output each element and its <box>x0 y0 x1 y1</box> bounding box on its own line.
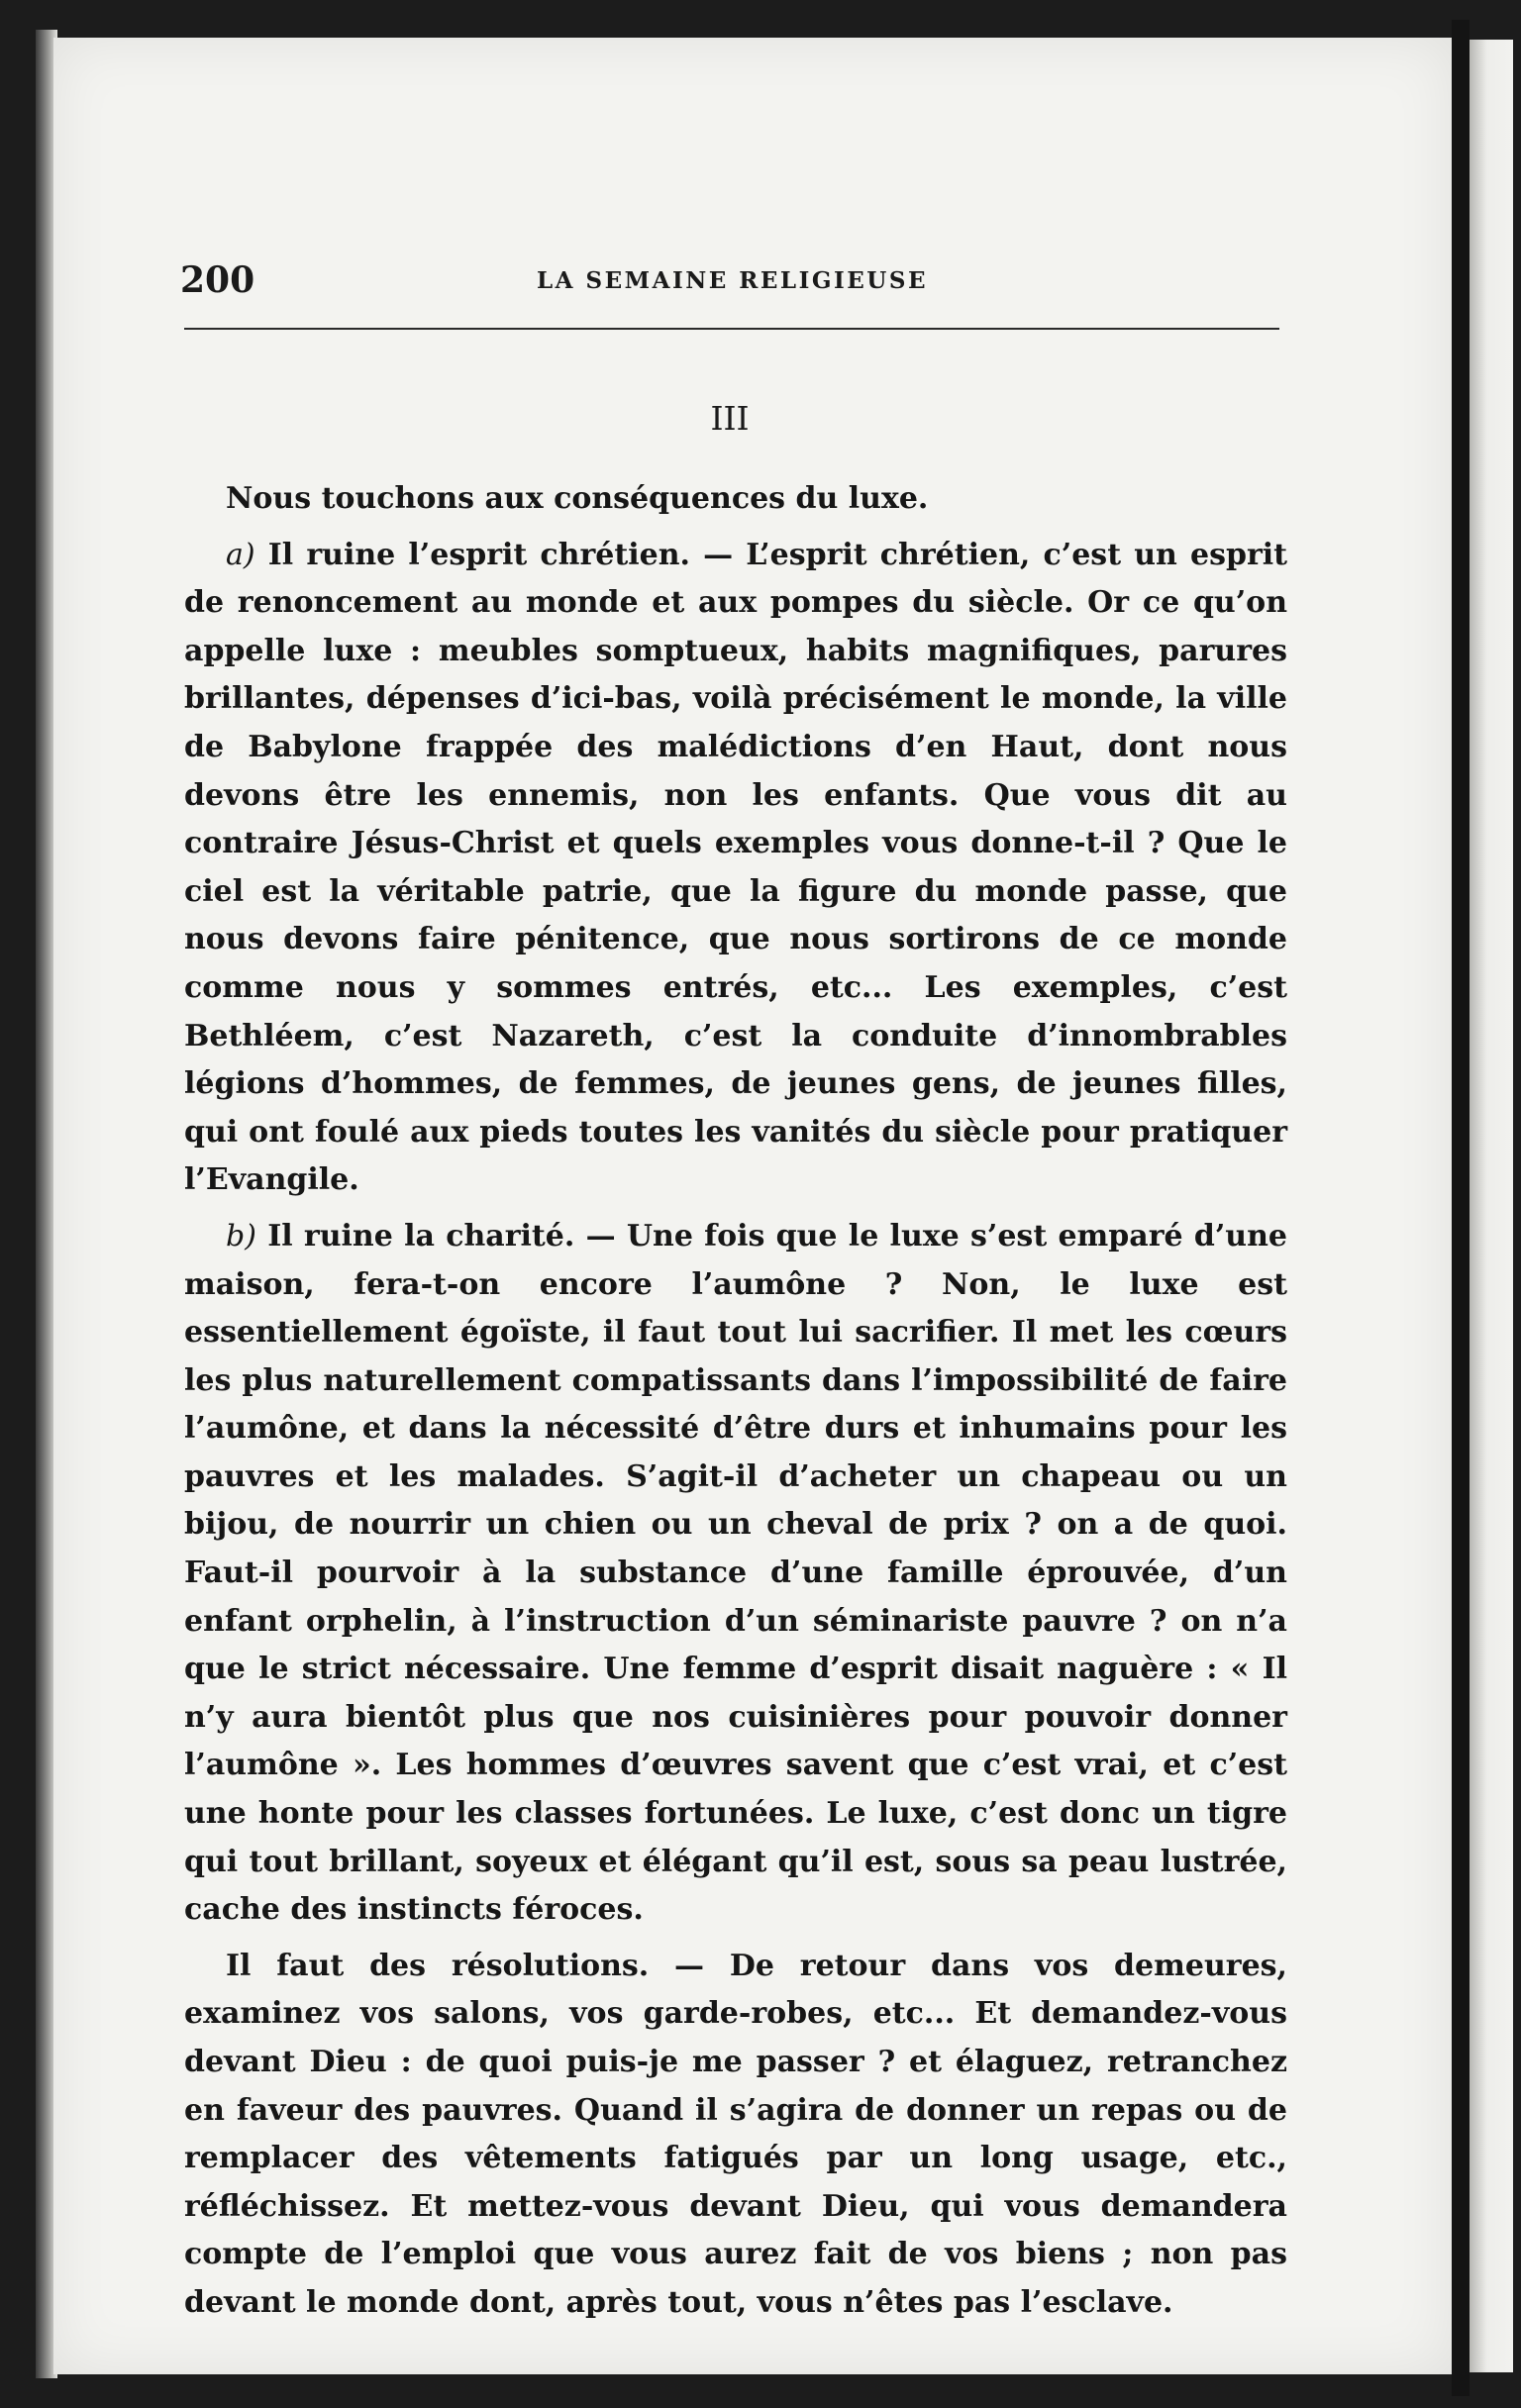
paragraph-text: Il ruine la charité. — Une fois que le luxe s’est emparé d’une maison, fera-t-on encore l’aumône ? Non, le luxe est essentiellement égoïste, il faut tout lui sacrifier. Il met les cœurs les plus naturellement compatissants dans l’impossibilité de faire l’aumône, et dans la nécessité d’être durs et inhumains pour les pauvres et les malades. S’agit-il d’acheter un chapeau ou un bijou, de nourrir un chien ou un cheval de prix ? on a de quoi. Faut-il pourvoir à la substance d’une famille éprouvée, d’un enfant orphelin, à l’instruction d’un séminariste pauvre ? on n’a que le strict nécessaire. Une femme d’esprit disait naguère : « Il n’y aura bientôt plus que nos cuisinières pour pouvoir donner l’aumône ». Les hommes d’œuvres savent que c’est vrai, et c’est une honte pour les classes fortunées. Le luxe, c’est donc un tigre qui tout brillant, soyeux et élégant qu’il est, sous sa peau lustrée, cache des instincts féroces. <box>184 1218 1287 1928</box>
paragraph-text: Il faut des résolutions. — De retour dans vos demeures, examinez vos salons, vos garde-robes, etc... Et demandez-vous devant Dieu : de quoi puis-je me passer ? et élaguez, retranchez en faveur des pauvres. Quand il s’agira de donner un repas ou de remplacer des vêtements fatigués par un long usage, etc., réfléchissez. Et mettez-vous devant Dieu, qui vous demandera compte de l’emploi que vous aurez fait de vos biens ; non pas devant le monde dont, après tout, vous n’êtes pas l’esclave. <box>184 1948 1287 2320</box>
header-rule <box>184 328 1279 330</box>
body-text <box>184 475 1287 2328</box>
paragraph <box>184 532 1287 1205</box>
paragraph-label: a) <box>226 537 255 572</box>
book-gutter <box>1452 20 1470 2396</box>
paragraph <box>184 475 1287 524</box>
section-number: III <box>710 399 750 438</box>
paragraph-text: Il ruine l’esprit chrétien. — L’esprit chrétien, c’est un esprit de renoncement au monde et aux pompes du siècle. Or ce qu’on appelle luxe : meubles somptueux, habits magnifiques, parures brillantes, dépenses d’ici-bas, voilà précisément le monde, la ville de Babylone frappée des malédictions d’en Haut, dont nous devons être les ennemis, non les enfants. Que vous dit au contraire Jésus-Christ et quels exemples vous donne-t-il ? Que le ciel est la véritable patrie, que la figure du monde passe, que nous devons faire pénitence, que nous sortirons de ce monde comme nous y sommes entrés, etc... Les exemples, c’est Bethléem, c’est Nazareth, c’est la conduite d’innombrables légions d’hommes, de femmes, de jeunes gens, de jeunes filles, qui ont foulé aux pieds toutes les vanités du siècle pour pratiquer l’Evangile. <box>184 537 1287 1198</box>
running-head <box>180 255 1277 305</box>
paragraph <box>184 1213 1287 1935</box>
page-number: 200 <box>180 259 255 301</box>
facing-page-edge <box>1470 40 1513 2372</box>
paragraph-label: b) <box>226 1218 256 1254</box>
paragraph-text: Nous touchons aux conséquences du luxe. <box>226 481 929 516</box>
running-title: LA SEMAINE RELIGIEUSE <box>537 267 928 294</box>
paragraph <box>184 1943 1287 2328</box>
